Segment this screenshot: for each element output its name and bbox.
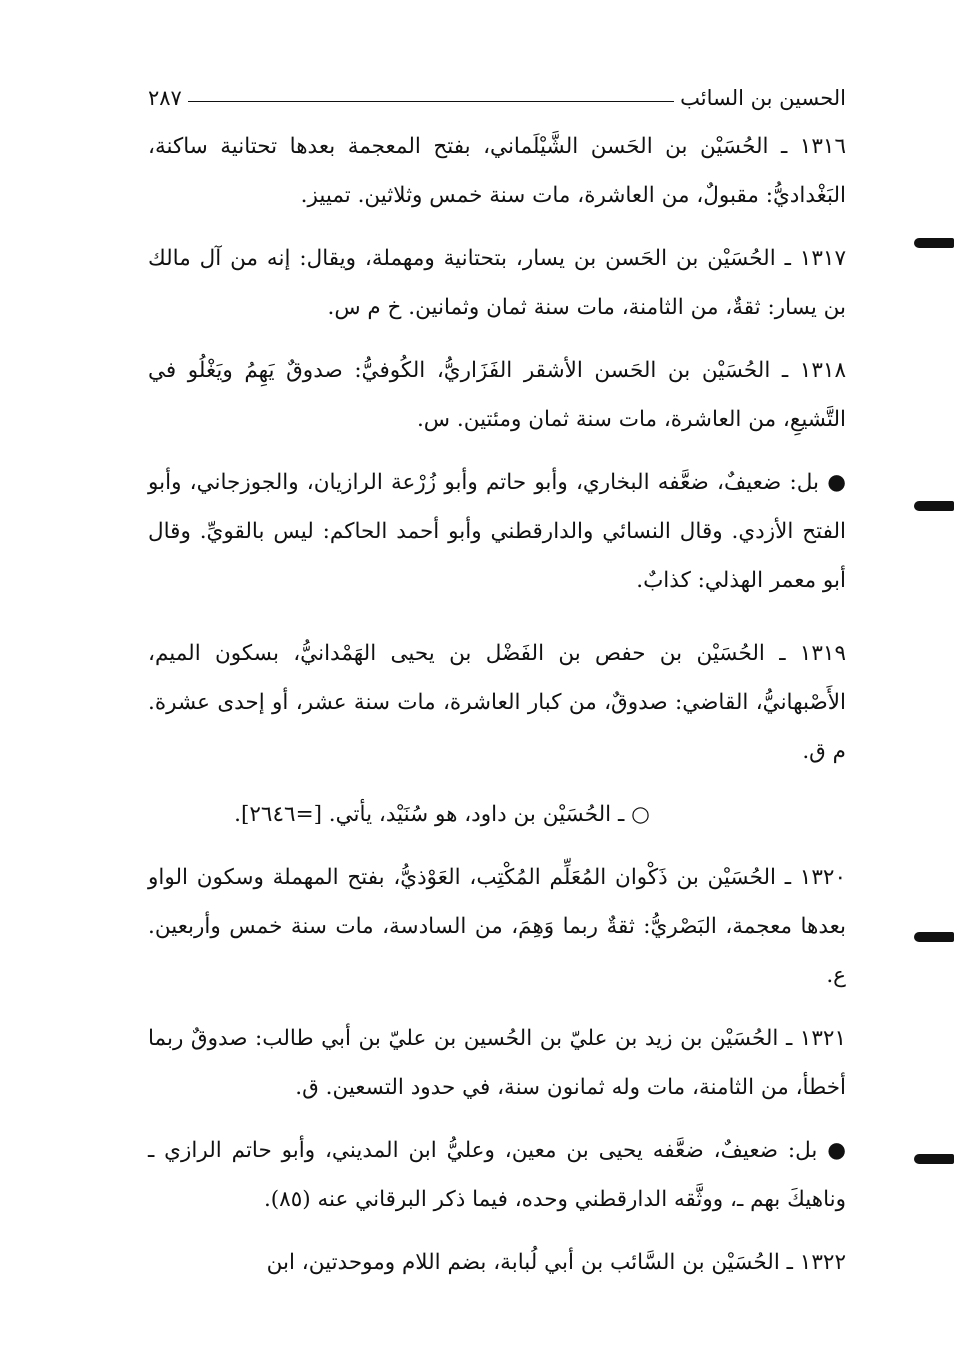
entry-1317: ١٣١٧ ـ الحُسَيْن بن الحَسن بن يسار، بتحتانية ومهملة، ويقال: إنه من آل مالك بن يسار: ثقةٌ، من الثامنة، مات سنة ثمان وثمانين. خ م س. [148,246,846,320]
entry-1319: ١٣١٩ ـ الحُسَيْن بن حفص بن الفَضْل بن يحيى الهَمْدانيُّ، بسكون الميم، الأَصْبهانيُّ، القاضي: صدوقٌ، من كبار العاشرة، مات سنة عشر، أو إحدى عشرة. م ق. [148,641,846,764]
commentary-1321: ● بل: ضعيفٌ، ضعَّفه يحيى بن معين، وعليُّ ابن المديني، وأبو حاتم الرازي ـ وناهيكَ بهم ـ، ووثَّقه الدارقطني وحده، فيما ذكر البرقاني عنه (٨٥). [148,1138,846,1212]
page-header [148,78,846,110]
page-number: ٢٨٧ [148,86,182,110]
entry-1320: ١٣٢٠ ـ الحُسَيْن بن ذَكْوان المُعَلِّم المُكْتِب، العَوْذيُّ، بفتح المهملة وسكون الواو بعدها معجمة، البَصْريُّ: ثقةٌ ربما وَهِمَ، من السادسة، مات سنة خمس وأربعين. ع. [148,865,846,988]
entry-1321: ١٣٢١ ـ الحُسَيْن بن زيد بن عليّ بن الحُسين بن عليّ بن أبي طالب: صدوقٌ ربما أخطأ، من الثامنة، مات وله ثمانون سنة، في حدود التسعين. ق. [148,1026,846,1100]
margin-tab-mark [914,932,954,942]
margin-tab-mark [914,501,954,511]
commentary-1318: ● بل: ضعيفٌ، ضعَّفه البخاري، وأبو حاتم وأبو زُرْعة الرازيان، والجوزجاني، وأبو الفتح الأزدي. وقال النسائي والدارقطني وأبو أحمد الحاكم: ليس بالقويِّ. وقال أبو معمر الهذلي: كذابٌ. [148,470,846,593]
entry-1318: ١٣١٨ ـ الحُسَيْن بن الحَسن الأشقر الفَزَاريُّ، الكُوفيُّ: صدوقٌ يَهِمُ ويَغْلُو في التَّشيعِ، من العاشرة، مات سنة ثمان ومئتين. س. [148,358,846,432]
margin-tab-mark [914,238,954,248]
cross-reference-husayn-ibn-dawud: ○ ـ الحُسَيْن بن داود، هو سُنَيْد، يأتي. [=٢٦٤٦]. [234,802,650,827]
entry-1316: ١٣١٦ ـ الحُسَيْن بن الحَسن الشَّيْلَماني، بفتح المعجمة بعدها تحتانية ساكنة، البَغْداديُّ: مقبولٌ، من العاشرة، مات سنة خمس وثلاثين. تمييز. [148,134,846,208]
entry-1322: ١٣٢٢ ـ الحُسَيْن بن السَّائب بن أبي لُبابة، بضم اللام وموحدتين، ابن [266,1250,846,1275]
running-title: الحسين بن السائب [680,86,846,110]
header-rule [188,101,674,102]
margin-tab-mark [914,1154,954,1164]
page-body [148,122,846,1301]
